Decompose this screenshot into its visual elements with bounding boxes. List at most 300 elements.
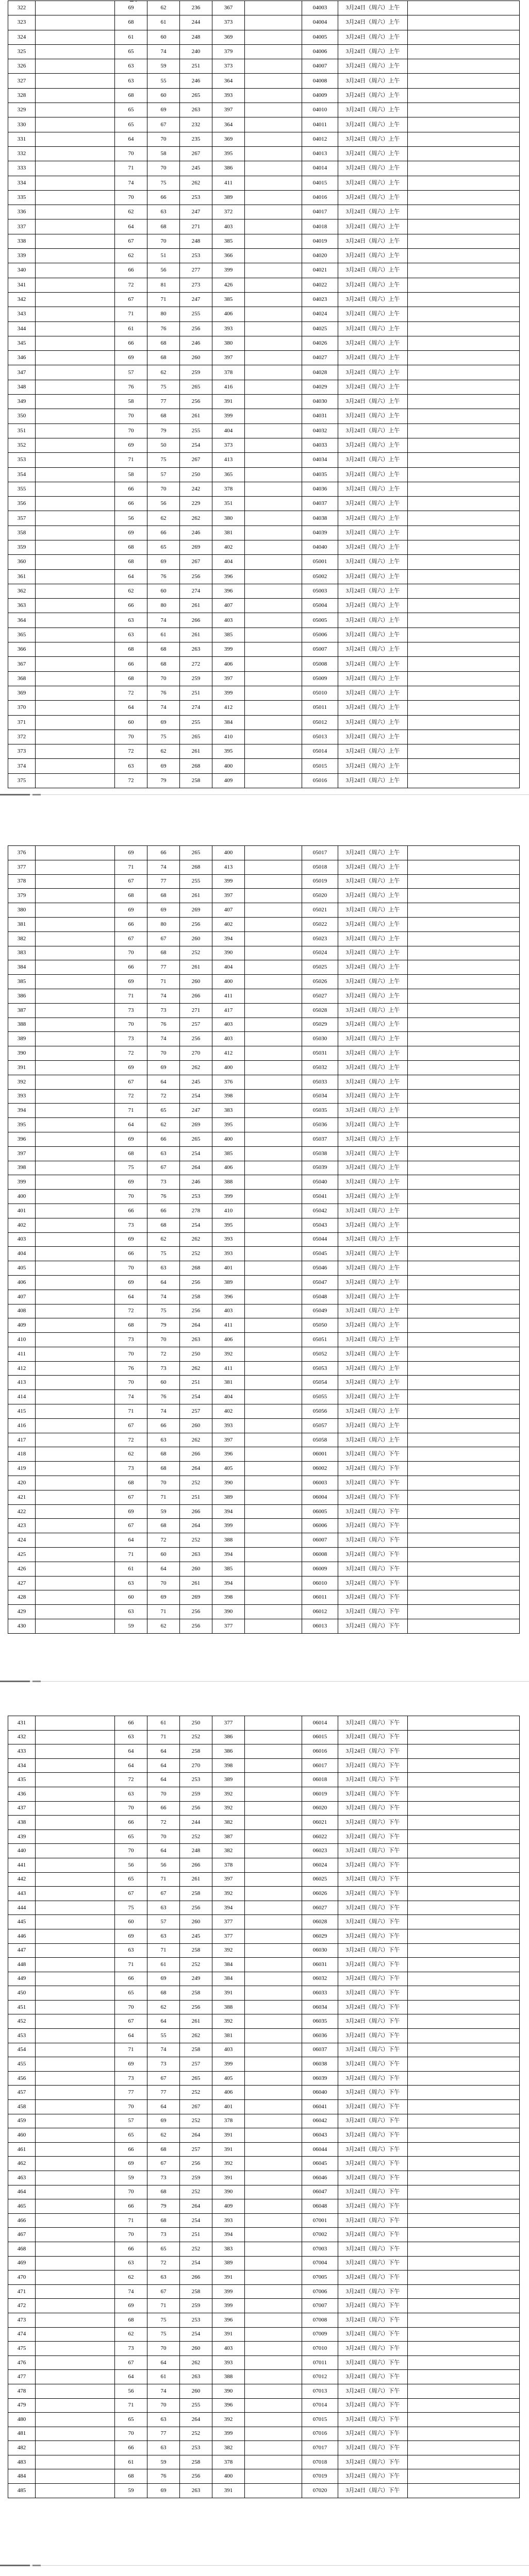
name-cell <box>36 2100 115 2114</box>
remark-cell <box>408 2100 520 2114</box>
name-cell <box>36 365 115 379</box>
table-row <box>8 1816 520 1830</box>
score-2-cell: 66 <box>147 1802 180 1816</box>
blank-cell <box>245 2384 302 2398</box>
remark-cell <box>408 584 520 598</box>
row-number-cell: 473 <box>8 2313 36 2327</box>
score-2-cell: 69 <box>147 1061 180 1075</box>
score-2-cell: 61 <box>147 1958 180 1972</box>
name-cell <box>36 2043 115 2057</box>
name-cell <box>36 672 115 686</box>
blank-cell <box>245 932 302 946</box>
remark-cell <box>408 672 520 686</box>
score-3-cell: 248 <box>180 234 212 248</box>
row-number-cell: 428 <box>8 1590 36 1604</box>
row-number-cell: 345 <box>8 336 36 350</box>
exam-number-cell: 06006 <box>302 1519 338 1533</box>
score-1-cell: 73 <box>115 1032 147 1046</box>
blank-cell <box>245 1204 302 1218</box>
score-3-cell: 247 <box>180 1104 212 1117</box>
remark-cell <box>408 744 520 758</box>
row-number-cell: 480 <box>8 2413 36 2427</box>
blank-cell <box>245 1744 302 1758</box>
interview-time-cell: 3月24日（周六）下午 <box>338 2469 408 2483</box>
table-row <box>8 1901 520 1916</box>
exam-number-cell: 06042 <box>302 2114 338 2128</box>
remark-cell <box>408 322 520 336</box>
table-row <box>8 1844 520 1858</box>
row-number-cell: 478 <box>8 2384 36 2398</box>
interview-time-cell: 3月24日（周六）上午 <box>338 1247 408 1261</box>
score-2-cell: 64 <box>147 1562 180 1576</box>
total-score-cell: 406 <box>212 307 245 321</box>
table-row <box>8 1590 520 1605</box>
score-2-cell: 60 <box>147 89 180 103</box>
interview-time-cell: 3月24日（周六）下午 <box>338 2128 408 2142</box>
exam-number-cell: 04005 <box>302 30 338 44</box>
score-3-cell: 255 <box>180 307 212 321</box>
total-score-cell: 381 <box>212 526 245 540</box>
row-number-cell: 482 <box>8 2441 36 2455</box>
interview-time-cell: 3月24日（周六）上午 <box>338 278 408 292</box>
blank-cell <box>245 2270 302 2284</box>
exam-number-cell: 04026 <box>302 336 338 350</box>
score-1-cell: 76 <box>115 1362 147 1376</box>
name-cell <box>36 1519 115 1533</box>
score-3-cell: 262 <box>180 1233 212 1247</box>
score-2-cell: 60 <box>147 30 180 44</box>
remark-cell <box>408 1787 520 1801</box>
table-row <box>8 1433 520 1448</box>
interview-time-cell: 3月24日（周六）下午 <box>338 1773 408 1787</box>
total-score-cell: 394 <box>212 2228 245 2242</box>
score-1-cell: 70 <box>115 730 147 744</box>
row-number-cell: 365 <box>8 628 36 642</box>
exam-number-cell: 05039 <box>302 1161 338 1175</box>
score-2-cell: 58 <box>147 147 180 161</box>
page-break <box>0 1681 529 1683</box>
remark-cell <box>408 59 520 73</box>
score-2-cell: 69 <box>147 1590 180 1604</box>
total-score-cell: 381 <box>212 2029 245 2043</box>
total-score-cell: 372 <box>212 205 245 219</box>
remark-cell <box>408 1032 520 1046</box>
score-1-cell: 66 <box>115 1816 147 1829</box>
blank-cell <box>245 1404 302 1418</box>
interview-time-cell: 3月24日（周六）上午 <box>338 103 408 117</box>
score-2-cell: 70 <box>147 234 180 248</box>
blank-cell <box>245 2455 302 2469</box>
page-break-rule <box>0 1681 529 1682</box>
total-score-cell: 391 <box>212 395 245 409</box>
score-1-cell: 59 <box>115 1619 147 1633</box>
interview-time-cell: 3月24日（周六）上午 <box>338 540 408 554</box>
interview-time-cell: 3月24日（周六）下午 <box>338 2370 408 2384</box>
total-score-cell: 396 <box>212 2313 245 2327</box>
remark-cell <box>408 599 520 613</box>
remark-cell <box>408 1090 520 1104</box>
interview-time-cell: 3月24日（周六）上午 <box>338 1218 408 1232</box>
score-1-cell: 70 <box>115 2185 147 2199</box>
remark-cell <box>408 1362 520 1376</box>
interview-time-cell: 3月24日（周六）上午 <box>338 380 408 394</box>
score-1-cell: 69 <box>115 1929 147 1943</box>
score-3-cell: 247 <box>180 293 212 307</box>
remark-cell <box>408 975 520 989</box>
name-cell <box>36 2114 115 2128</box>
table-row <box>8 1004 520 1018</box>
row-number-cell: 358 <box>8 526 36 540</box>
score-3-cell: 256 <box>180 395 212 409</box>
remark-cell <box>408 1562 520 1576</box>
score-1-cell: 56 <box>115 1858 147 1872</box>
table-row <box>8 132 520 147</box>
table-row <box>8 117 520 132</box>
table-row <box>8 1476 520 1490</box>
row-number-cell: 397 <box>8 1147 36 1161</box>
score-3-cell: 251 <box>180 59 212 73</box>
interview-time-cell: 3月24日（周六）上午 <box>338 1 408 15</box>
score-3-cell: 253 <box>180 191 212 205</box>
score-1-cell: 65 <box>115 1873 147 1887</box>
table-row <box>8 1318 520 1333</box>
name-cell <box>36 380 115 394</box>
remark-cell <box>408 1376 520 1389</box>
score-3-cell: 254 <box>180 2328 212 2342</box>
page-break-marker <box>32 794 41 795</box>
total-score-cell: 394 <box>212 932 245 946</box>
table-row <box>8 2171 520 2185</box>
row-number-cell: 337 <box>8 219 36 233</box>
score-2-cell: 60 <box>147 584 180 598</box>
interview-time-cell: 3月24日（周六）下午 <box>338 1548 408 1562</box>
exam-number-cell: 04036 <box>302 482 338 496</box>
total-score-cell: 405 <box>212 2072 245 2086</box>
table-row <box>8 1533 520 1548</box>
remark-cell <box>408 395 520 409</box>
interview-time-cell: 3月24日（周六）下午 <box>338 1816 408 1829</box>
row-number-cell: 374 <box>8 759 36 773</box>
remark-cell <box>408 1830 520 1844</box>
name-cell <box>36 2257 115 2270</box>
score-1-cell: 72 <box>115 278 147 292</box>
row-number-cell: 469 <box>8 2257 36 2270</box>
name-cell <box>36 2029 115 2043</box>
score-1-cell: 71 <box>115 307 147 321</box>
total-score-cell: 392 <box>212 1944 245 1958</box>
name-cell <box>36 176 115 190</box>
blank-cell <box>245 2014 302 2028</box>
table-row <box>8 1915 520 1929</box>
interview-time-cell: 3月24日（周六）下午 <box>338 1901 408 1915</box>
table-row <box>8 2299 520 2313</box>
remark-cell <box>408 1132 520 1146</box>
interview-time-cell: 3月24日（周六）上午 <box>338 657 408 671</box>
score-2-cell: 74 <box>147 989 180 1003</box>
interview-time-cell: 3月24日（周六）下午 <box>338 1577 408 1590</box>
interview-time-cell: 3月24日（周六）下午 <box>338 2086 408 2099</box>
row-number-cell: 436 <box>8 1787 36 1801</box>
score-2-cell: 70 <box>147 132 180 146</box>
row-number-cell: 402 <box>8 1218 36 1232</box>
row-number-cell: 407 <box>8 1290 36 1304</box>
total-score-cell: 400 <box>212 2469 245 2483</box>
score-1-cell: 74 <box>115 1390 147 1404</box>
row-number-cell: 455 <box>8 2057 36 2071</box>
table-row <box>8 2328 520 2342</box>
remark-cell <box>408 1744 520 1758</box>
blank-cell <box>245 1261 302 1275</box>
score-1-cell: 68 <box>115 15 147 29</box>
score-2-cell: 72 <box>147 1347 180 1361</box>
page-break-marker <box>32 2565 41 2566</box>
blank-cell <box>245 1318 302 1332</box>
name-cell <box>36 1986 115 2000</box>
name-cell <box>36 701 115 715</box>
interview-time-cell: 3月24日（周六）上午 <box>338 1362 408 1376</box>
score-1-cell: 61 <box>115 30 147 44</box>
table-row <box>8 1887 520 1901</box>
blank-cell <box>245 1190 302 1204</box>
name-cell <box>36 599 115 613</box>
score-2-cell: 69 <box>147 2484 180 2498</box>
name-cell <box>36 2399 115 2413</box>
score-3-cell: 261 <box>180 409 212 423</box>
row-number-cell: 379 <box>8 889 36 903</box>
table-row <box>8 1390 520 1404</box>
score-3-cell: 252 <box>180 1731 212 1744</box>
score-1-cell: 68 <box>115 1147 147 1161</box>
interview-time-cell: 3月24日（周六）上午 <box>338 1004 408 1018</box>
exam-number-cell: 04011 <box>302 117 338 131</box>
remark-cell <box>408 1929 520 1943</box>
remark-cell <box>408 1333 520 1347</box>
row-number-cell: 390 <box>8 1046 36 1060</box>
name-cell <box>36 1132 115 1146</box>
interview-time-cell: 3月24日（周六）下午 <box>338 2342 408 2355</box>
blank-cell <box>245 1333 302 1347</box>
interview-time-cell: 3月24日（周六）上午 <box>338 1376 408 1389</box>
score-3-cell: 262 <box>180 1433 212 1447</box>
interview-time-cell: 3月24日（周六）下午 <box>338 1447 408 1461</box>
blank-cell <box>245 1844 302 1858</box>
score-3-cell: 262 <box>180 1362 212 1376</box>
interview-time-cell: 3月24日（周六）下午 <box>338 2328 408 2342</box>
score-3-cell: 250 <box>180 1716 212 1730</box>
score-1-cell: 67 <box>115 293 147 307</box>
table-row <box>8 2228 520 2242</box>
interview-time-cell: 3月24日（周六）上午 <box>338 1061 408 1075</box>
table-row <box>8 1132 520 1147</box>
exam-number-cell: 06040 <box>302 2086 338 2099</box>
score-2-cell: 69 <box>147 903 180 917</box>
table-row <box>8 960 520 975</box>
score-1-cell: 63 <box>115 1944 147 1958</box>
name-cell <box>36 774 115 788</box>
interview-time-cell: 3月24日（周六）上午 <box>338 453 408 467</box>
blank-cell <box>245 45 302 59</box>
score-3-cell: 256 <box>180 1802 212 1816</box>
name-cell <box>36 642 115 656</box>
interview-time-cell: 3月24日（周六）下午 <box>338 1462 408 1476</box>
table-row <box>8 1147 520 1161</box>
score-2-cell: 68 <box>147 1447 180 1461</box>
interview-time-cell: 3月24日（周六）上午 <box>338 1147 408 1161</box>
name-cell <box>36 1032 115 1046</box>
interview-time-cell: 3月24日（周六）上午 <box>338 628 408 642</box>
score-3-cell: 251 <box>180 2228 212 2242</box>
interview-time-cell: 3月24日（周六）上午 <box>338 1204 408 1218</box>
total-score-cell: 413 <box>212 860 245 874</box>
name-cell <box>36 1090 115 1104</box>
blank-cell <box>245 903 302 917</box>
total-score-cell: 390 <box>212 1605 245 1619</box>
blank-cell <box>245 1787 302 1801</box>
interview-time-cell: 3月24日（周六）下午 <box>338 2114 408 2128</box>
exam-number-cell: 06009 <box>302 1562 338 1576</box>
name-cell <box>36 497 115 511</box>
score-1-cell: 67 <box>115 234 147 248</box>
score-1-cell: 72 <box>115 774 147 788</box>
score-2-cell: 62 <box>147 1118 180 1132</box>
remark-cell <box>408 74 520 88</box>
remark-cell <box>408 263 520 277</box>
score-1-cell: 70 <box>115 2001 147 2014</box>
table-row <box>8 1 520 15</box>
score-3-cell: 263 <box>180 103 212 117</box>
exam-number-cell: 07011 <box>302 2356 338 2370</box>
total-score-cell: 391 <box>212 2171 245 2185</box>
interview-time-cell: 3月24日（周六）下午 <box>338 1958 408 1972</box>
row-number-cell: 432 <box>8 1731 36 1744</box>
score-1-cell: 65 <box>115 2128 147 2142</box>
score-3-cell: 267 <box>180 453 212 467</box>
table-row <box>8 1404 520 1419</box>
score-2-cell: 62 <box>147 365 180 379</box>
total-score-cell: 392 <box>212 1787 245 1801</box>
exam-number-cell: 05013 <box>302 730 338 744</box>
exam-number-cell: 04039 <box>302 526 338 540</box>
interview-time-cell: 3月24日（周六）上午 <box>338 1333 408 1347</box>
remark-cell <box>408 2157 520 2171</box>
score-1-cell: 65 <box>115 103 147 117</box>
exam-number-cell: 05015 <box>302 759 338 773</box>
row-number-cell: 394 <box>8 1104 36 1117</box>
row-number-cell: 460 <box>8 2128 36 2142</box>
score-3-cell: 254 <box>180 2257 212 2270</box>
blank-cell <box>245 2001 302 2014</box>
remark-cell <box>408 2384 520 2398</box>
blank-cell <box>245 2370 302 2384</box>
row-number-cell: 323 <box>8 15 36 29</box>
table-row <box>8 1032 520 1046</box>
row-number-cell: 376 <box>8 846 36 860</box>
score-2-cell: 65 <box>147 1104 180 1117</box>
blank-cell <box>245 2427 302 2441</box>
exam-number-cell: 06011 <box>302 1590 338 1604</box>
row-number-cell: 434 <box>8 1759 36 1773</box>
score-1-cell: 70 <box>115 2100 147 2114</box>
interview-time-cell: 3月24日（周六）上午 <box>338 918 408 931</box>
interview-time-cell: 3月24日（周六）上午 <box>338 424 408 438</box>
interview-time-cell: 3月24日（周六）上午 <box>338 570 408 584</box>
score-1-cell: 59 <box>115 2171 147 2185</box>
score-1-cell: 69 <box>115 351 147 365</box>
score-3-cell: 246 <box>180 1175 212 1189</box>
exam-number-cell: 06016 <box>302 1744 338 1758</box>
interview-time-cell: 3月24日（周六）上午 <box>338 161 408 175</box>
score-2-cell: 75 <box>147 380 180 394</box>
blank-cell <box>245 2114 302 2128</box>
row-number-cell: 409 <box>8 1318 36 1332</box>
blank-cell <box>245 1118 302 1132</box>
total-score-cell: 378 <box>212 2455 245 2469</box>
row-number-cell: 352 <box>8 438 36 452</box>
interview-time-cell: 3月24日（周六）上午 <box>338 1419 408 1433</box>
name-cell <box>36 1419 115 1433</box>
total-score-cell: 407 <box>212 903 245 917</box>
exam-number-cell: 04029 <box>302 380 338 394</box>
exam-number-cell: 05003 <box>302 584 338 598</box>
exam-number-cell: 06037 <box>302 2043 338 2057</box>
row-number-cell: 367 <box>8 657 36 671</box>
row-number-cell: 457 <box>8 2086 36 2099</box>
score-3-cell: 257 <box>180 2057 212 2071</box>
score-2-cell: 76 <box>147 686 180 700</box>
remark-cell <box>408 2228 520 2242</box>
row-number-cell: 449 <box>8 1972 36 1986</box>
exam-number-cell: 07017 <box>302 2441 338 2455</box>
score-2-cell: 73 <box>147 1175 180 1189</box>
total-score-cell: 394 <box>212 1548 245 1562</box>
exam-number-cell: 04016 <box>302 191 338 205</box>
name-cell <box>36 1290 115 1304</box>
blank-cell <box>245 2299 302 2313</box>
score-2-cell: 64 <box>147 2356 180 2370</box>
exam-number-cell: 05021 <box>302 903 338 917</box>
row-number-cell: 442 <box>8 1873 36 1887</box>
table-row <box>8 511 520 526</box>
interview-time-cell: 3月24日（周六）上午 <box>338 409 408 423</box>
interview-time-cell: 3月24日（周六）下午 <box>338 2199 408 2213</box>
total-score-cell: 399 <box>212 409 245 423</box>
name-cell <box>36 716 115 730</box>
page-break-rule <box>0 2565 529 2566</box>
remark-cell <box>408 1802 520 1816</box>
blank-cell <box>245 1304 302 1318</box>
remark-cell <box>408 1972 520 1986</box>
total-score-cell: 402 <box>212 1404 245 1418</box>
interview-time-cell: 3月24日（周六）下午 <box>338 1562 408 1576</box>
blank-cell <box>245 2128 302 2142</box>
interview-time-cell: 3月24日（周六）上午 <box>338 701 408 715</box>
exam-number-cell: 05052 <box>302 1347 338 1361</box>
total-score-cell: 393 <box>212 89 245 103</box>
total-score-cell: 426 <box>212 278 245 292</box>
remark-cell <box>408 903 520 917</box>
total-score-cell: 399 <box>212 686 245 700</box>
score-2-cell: 70 <box>147 1046 180 1060</box>
blank-cell <box>245 1376 302 1389</box>
name-cell <box>36 2469 115 2483</box>
blank-cell <box>245 2285 302 2299</box>
total-score-cell: 377 <box>212 1929 245 1943</box>
score-2-cell: 67 <box>147 932 180 946</box>
score-2-cell: 66 <box>147 1419 180 1433</box>
score-2-cell: 66 <box>147 526 180 540</box>
total-score-cell: 373 <box>212 438 245 452</box>
name-cell <box>36 2384 115 2398</box>
